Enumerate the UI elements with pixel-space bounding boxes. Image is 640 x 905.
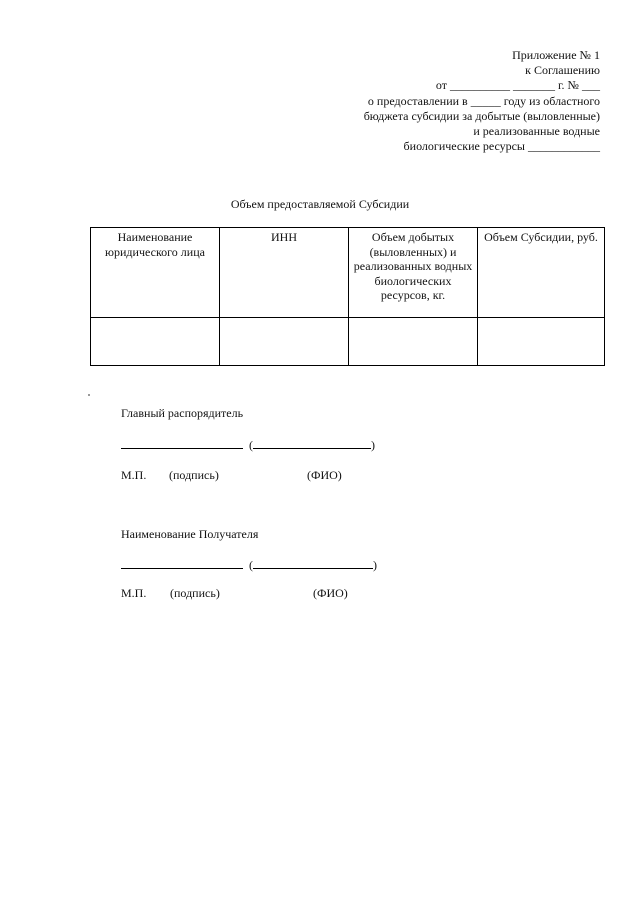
document-header — [364, 48, 600, 154]
recipient-signature-line[interactable]: ( ) — [121, 557, 377, 573]
table-header-row — [91, 228, 605, 318]
column-header-subsidy: Объем Субсидии, руб. — [478, 228, 605, 318]
recipient-fio-caption: (ФИО) — [313, 586, 348, 600]
subsidy-table — [90, 227, 605, 366]
subject-line-4: биологические ресурсы ____________ — [403, 139, 600, 154]
chief-fio-caption: (ФИО) — [307, 468, 342, 482]
column-header-volume: Объем добытых (выловленных) и реализованных водных биологических ресурсов, кг. — [349, 228, 478, 318]
subject-line-2: бюджета субсидии за добытые (выловленные) — [363, 108, 600, 123]
subject-line-1: о предоставлении в _____ году из областного — [367, 93, 600, 108]
chief-signature-caption: (подпись) — [169, 468, 219, 482]
recipient-label: Наименование Получателя — [121, 527, 259, 541]
subject-line-3: и реализованные водные — [473, 124, 600, 139]
chief-stamp-label: М.П. — [121, 468, 147, 482]
column-header-inn: ИНН — [220, 228, 349, 318]
agreement-date-line: от __________ _______ г. № ___ — [435, 78, 600, 93]
chief-administrator-label: Главный распорядитель — [121, 406, 244, 420]
recipient-stamp-label: М.П. — [121, 586, 147, 600]
scan-speck — [88, 394, 90, 396]
column-header-legal-entity: Наименование юридического лица — [91, 228, 220, 318]
table-cell[interactable] — [478, 318, 605, 366]
table-cell[interactable] — [220, 318, 349, 366]
table-row — [91, 318, 605, 366]
chief-signature-line[interactable]: ( ) — [121, 437, 375, 453]
agreement-ref: к Соглашению — [525, 63, 600, 78]
appendix-number: Приложение № 1 — [512, 48, 600, 62]
recipient-signature-caption: (подпись) — [170, 586, 220, 600]
table-cell[interactable] — [349, 318, 478, 366]
table-cell[interactable] — [91, 318, 220, 366]
section-title: Объем предоставляемой Субсидии — [230, 197, 410, 211]
